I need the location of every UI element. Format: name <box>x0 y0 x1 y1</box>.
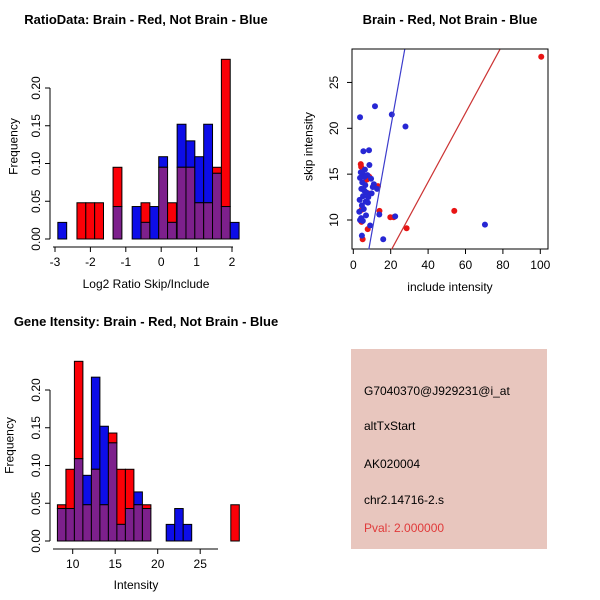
x-tick-label: 40 <box>421 258 435 272</box>
hist-bar-top <box>195 157 204 203</box>
hist-bar-top <box>204 124 213 203</box>
hist-bar-overlap <box>204 203 213 239</box>
hist-bar-overlap <box>108 443 117 541</box>
hist-bar-top <box>95 203 104 239</box>
data-point-blue <box>362 174 368 180</box>
x-tick-label: 0 <box>157 255 165 269</box>
hist-bar-overlap <box>168 222 177 239</box>
hist-bar-overlap <box>83 505 92 541</box>
y-tick-label: 0.10 <box>29 453 43 478</box>
hist-bar-top <box>213 167 222 173</box>
y-tick-label: 10 <box>327 213 341 227</box>
data-point-blue <box>365 200 371 206</box>
ratio-histogram-plot <box>0 0 300 300</box>
intensity-scatter-plot <box>300 0 600 300</box>
probe-id-text: G7040370@J929231@i_at <box>364 384 510 398</box>
gene-intensity-histogram-y-axis-label: Frequency <box>2 417 17 474</box>
trend-line-blue <box>369 49 405 249</box>
hist-bar-top <box>74 361 83 458</box>
data-point-blue <box>372 103 378 109</box>
hist-bar-top <box>150 207 159 239</box>
hist-bar-top <box>83 475 92 504</box>
event-type-text: altTxStart <box>364 419 416 433</box>
data-point-blue <box>357 114 363 120</box>
y-tick-label: 0.15 <box>29 416 43 440</box>
hist-bar-overlap <box>113 207 122 239</box>
hist-bar-top <box>142 505 151 509</box>
trend-line-red <box>392 49 500 249</box>
ratio-histogram-x-axis-label: Log2 Ratio Skip/Include <box>82 277 210 291</box>
y-tick-label: 0.20 <box>29 76 43 100</box>
x-tick-label: 20 <box>384 258 398 272</box>
hist-bar-top <box>113 167 122 206</box>
hist-bar-top <box>125 469 133 508</box>
hist-bar-overlap <box>177 167 186 239</box>
hist-bar-overlap <box>195 203 204 239</box>
data-point-blue <box>482 222 488 228</box>
x-tick-label: 15 <box>108 557 122 571</box>
hist-bar-overlap <box>57 509 66 541</box>
hist-bar-top <box>186 141 195 167</box>
scatter-title: Brain - Red, Not Brain - Blue <box>362 12 538 27</box>
hist-bar-overlap <box>221 207 230 239</box>
hist-bar-overlap <box>125 509 133 541</box>
plot-box <box>352 49 548 249</box>
x-tick-label: -2 <box>85 255 96 269</box>
x-tick-label: 0 <box>349 258 357 272</box>
data-point-blue <box>376 211 382 217</box>
y-tick-label: 0.10 <box>29 151 43 176</box>
hist-bar-top <box>168 203 177 223</box>
hist-bar-top <box>231 505 240 541</box>
scatter-y-axis-label: skip intensity <box>301 112 316 181</box>
hist-bar-top <box>141 203 150 223</box>
x-tick-label: -3 <box>49 255 61 269</box>
x-tick-label: 80 <box>496 258 510 272</box>
y-tick-label: 0.05 <box>29 491 43 515</box>
data-point-blue <box>360 148 366 154</box>
x-tick-label: 10 <box>66 557 80 571</box>
ratio-histogram-y-axis-label: Frequency <box>6 118 21 175</box>
data-point-blue <box>360 218 366 224</box>
y-tick-label: 0.05 <box>29 189 43 213</box>
x-tick-label: 2 <box>228 255 236 269</box>
hist-bar-top <box>221 59 230 206</box>
data-point-red <box>451 208 457 214</box>
y-tick-label: 15 <box>327 167 341 181</box>
hist-bar-top <box>134 492 143 505</box>
hist-bar-top <box>132 207 141 239</box>
y-tick-label: 25 <box>327 75 341 90</box>
hist-bar-overlap <box>134 505 143 541</box>
hist-bar-top <box>108 433 117 443</box>
x-tick-label: 25 <box>193 557 207 571</box>
hist-bar-top <box>91 377 100 469</box>
hist-bar-top <box>183 524 192 541</box>
hist-bar-overlap <box>91 469 100 541</box>
data-point-blue <box>392 213 398 219</box>
x-tick-label: 60 <box>458 258 473 272</box>
hist-bar-top <box>177 124 186 167</box>
hist-bar-overlap <box>186 167 195 239</box>
data-point-blue <box>366 147 372 153</box>
hist-bar-top <box>66 469 75 508</box>
y-tick-label: 20 <box>327 121 341 135</box>
locus-text: chr2.14716-2.s <box>364 493 445 507</box>
hist-bar-top <box>77 203 86 239</box>
y-tick-label: 0.20 <box>29 378 43 402</box>
gene-info-panel <box>351 349 547 549</box>
hist-bar-top <box>175 509 184 541</box>
data-point-blue <box>366 162 372 168</box>
hist-bar-overlap <box>100 505 109 541</box>
data-point-blue <box>359 233 365 239</box>
pval-text: Pval: 2.000000 <box>364 521 445 535</box>
hist-bar-top <box>57 505 66 509</box>
hist-bar-top <box>166 524 175 541</box>
data-point-blue <box>357 197 363 203</box>
hist-bar-top <box>159 157 168 168</box>
hist-bar-overlap <box>142 509 151 541</box>
scatter-x-axis-label: include intensity <box>407 280 493 294</box>
y-tick-label: 0.00 <box>29 529 43 553</box>
x-tick-label: 1 <box>193 255 200 269</box>
data-point-blue <box>356 209 362 215</box>
gene-intensity-histogram-title: Gene Itensity: Brain - Red, Not Brain - Blue <box>13 314 279 329</box>
gene-intensity-histogram-x-axis-label: Intensity <box>113 578 159 592</box>
x-tick-label: 100 <box>530 258 551 272</box>
hist-bar-top <box>58 222 67 239</box>
data-point-blue <box>368 176 374 182</box>
hist-bar-overlap <box>159 167 168 239</box>
data-point-red <box>538 54 544 60</box>
x-tick-label: 20 <box>151 557 165 571</box>
hist-bar-overlap <box>74 459 83 541</box>
hist-bar-overlap <box>117 524 126 541</box>
x-tick-label: -1 <box>120 255 132 269</box>
y-tick-label: 0.15 <box>29 114 43 138</box>
hist-bar-overlap <box>213 173 222 239</box>
data-point-blue <box>380 236 386 242</box>
accession-text: AK020004 <box>364 457 421 471</box>
hist-bar-overlap <box>141 222 150 239</box>
gene-intensity-histogram-plot <box>0 300 300 600</box>
hist-bar-top <box>230 222 239 239</box>
hist-bar-top <box>117 469 126 524</box>
hist-bar-top <box>100 426 109 505</box>
ratio-histogram-title: RatioData: Brain - Red, Not Brain - Blue <box>24 12 268 27</box>
hist-bar-overlap <box>66 509 75 541</box>
hist-bar-top <box>86 203 95 239</box>
y-tick-label: 0.00 <box>29 227 43 251</box>
data-point-blue <box>402 123 408 129</box>
